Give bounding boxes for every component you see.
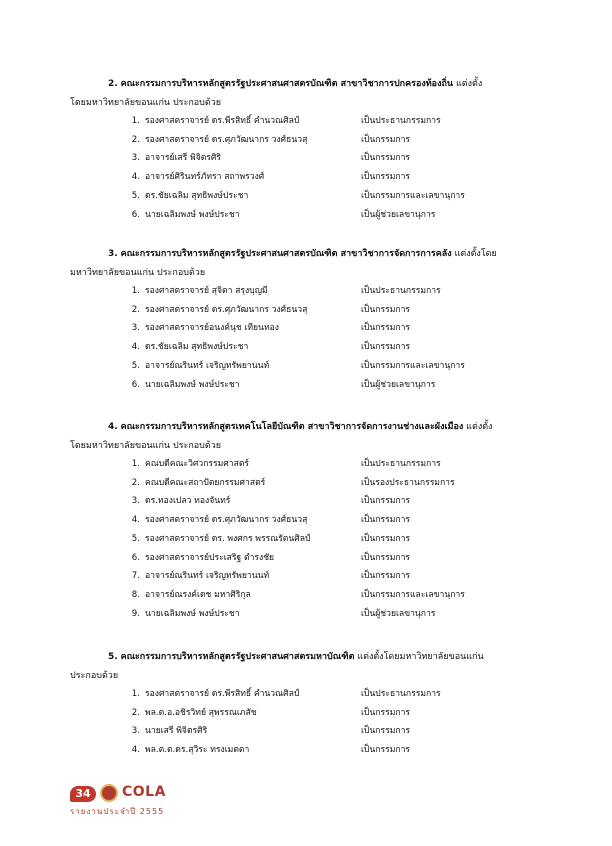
member-name: อาจารย์ณรินทร์ เจริญทรัพยานนท์ (145, 571, 270, 582)
member-number: 4. (131, 515, 140, 526)
member-number: 6. (131, 209, 140, 220)
member-name: รองศาสตราจารย์ สุจิตา สรุงบุญมี (145, 286, 268, 296)
member-number: 7. (131, 571, 140, 582)
member-role: เป็นประธานกรรมการ (361, 689, 441, 699)
member-name: ดร.ชัยเฉลิม สุทธิพงษ์ประชา (145, 190, 249, 201)
member-name: รองศาสตราจารย์ ดร.ศุภวัฒนากร วงศ์ธนวสุ (145, 304, 308, 315)
section-number: 5. (108, 652, 118, 662)
member-role: เป็นกรรมการ (361, 745, 411, 756)
member-role: เป็นกรรมการ (361, 304, 411, 315)
section-title: คณะกรรมการบริหารหลักสูตรรัฐประศาสนศาสตรบัณฑิต สาขาวิชาการปกครองท้องถิ่น (120, 79, 454, 89)
member-role: เป็นกรรมการและเลขานุการ (361, 360, 465, 371)
section-number: 4. (108, 422, 118, 432)
member-number: 5. (131, 360, 140, 371)
member-role: เป็นกรรมการ (361, 496, 411, 507)
member-number: 1. (131, 116, 140, 126)
member-number: 6. (131, 379, 140, 390)
member-role: เป็นกรรมการ (361, 552, 411, 563)
member-number: 2. (131, 134, 140, 145)
member-number: 8. (131, 589, 140, 600)
section-composition-text: มหาวิทยาลัยขอนแก่น ประกอบด้วย (70, 268, 206, 278)
section-heading (70, 648, 544, 686)
member-name: นายเสรี พิจิตรศิริ (145, 726, 208, 737)
member-role: เป็นประธานกรรมการ (361, 116, 441, 126)
member-name: รองศาสตราจารย์ ดร.พีรสิทธิ์ คำนวณศิลป์ (145, 689, 300, 699)
member-role: เป็นกรรมการ (361, 707, 411, 718)
member-role: เป็นกรรมการ (361, 515, 411, 526)
member-number: 2. (131, 304, 140, 315)
member-number: 3. (131, 726, 140, 737)
university-seal-icon (100, 784, 118, 802)
member-name: พล.ต.อ.อชิรวิทย์ สุพรรณเภสัช (145, 707, 257, 718)
member-role: เป็นกรรมการ (361, 153, 411, 164)
section-appointment-text: แต่งตั้ง (466, 422, 493, 432)
member-name: อาจารย์ศิรินทร์ภัทรา สถาพรวงศ์ (145, 172, 265, 183)
section-appointment-text: แต่งตั้ง (455, 79, 483, 89)
section-composition-text: โดยมหาวิทยาลัยขอนแก่น ประกอบด้วย (70, 98, 222, 108)
annual-report-label: รายงานประจำปี 2555 (70, 807, 165, 816)
member-role: เป็นกรรมการ (361, 172, 411, 183)
section-composition-text: โดยมหาวิทยาลัยขอนแก่น ประกอบด้วย (70, 441, 222, 451)
member-number: 5. (131, 190, 140, 201)
member-number: 2. (131, 477, 140, 488)
member-number: 4. (131, 172, 140, 183)
member-number: 3. (131, 153, 140, 164)
member-role: เป็นประธานกรรมการ (361, 286, 441, 296)
member-name: รองศาสตราจารย์อนงค์นุช เทียนทอง (145, 323, 279, 334)
member-number: 2. (131, 707, 140, 718)
section-title: คณะกรรมการบริหารหลักสูตรรัฐประศาสนศาสตรมหาบัณฑิต (120, 652, 355, 662)
page-footer (70, 780, 230, 816)
member-role: เป็นกรรมการ (361, 533, 411, 544)
member-name: รองศาสตราจารย์ ดร.พีรสิทธิ์ คำนวณศิลป์ (145, 116, 300, 126)
section-composition-text: ประกอบด้วย (70, 671, 119, 681)
member-number: 5. (131, 533, 140, 544)
section-heading (70, 75, 544, 113)
page-number: 34 (70, 786, 96, 802)
member-name: พล.ต.ต.ดร.สุวิระ ทรงเมตตา (145, 745, 250, 756)
member-name: รองศาสตราจารย์ ดร.ศุภวัฒนากร วงศ์ธนวสุ (145, 134, 308, 145)
member-role: เป็นประธานกรรมการ (361, 459, 441, 469)
section-title: คณะกรรมการบริหารหลักสูตรเทคโนโลยีบัณฑิต สาขาวิชาการจัดการงานช่างและผังเมือง (120, 422, 464, 432)
cola-logo: COLA (122, 784, 166, 800)
member-role: เป็นกรรมการ (361, 323, 411, 334)
member-name: นายเฉลิมพงษ์ พงษ์ประชา (145, 608, 240, 619)
member-role: เป็นกรรมการ (361, 342, 411, 353)
member-name: รองศาสตราจารย์ ดร.ศุภวัฒนากร วงศ์ธนวสุ (145, 515, 308, 526)
member-number: 6. (131, 552, 140, 563)
member-name: อาจารย์เสรี พิจิตรศิริ (145, 153, 221, 164)
member-role: เป็นผู้ช่วยเลขานุการ (361, 209, 436, 220)
member-name: รองศาสตราจารย์ ดร. พงศกร พรรณรัตนศิลป์ (145, 533, 311, 544)
member-name: คณบดีคณะวิศวกรรมศาสตร์ (145, 459, 250, 469)
member-name: คณบดีคณะสถาปัตยกรรมศาสตร์ (145, 477, 266, 488)
member-number: 3. (131, 496, 140, 507)
member-number: 1. (131, 459, 140, 469)
member-role: เป็นกรรมการ (361, 571, 411, 582)
member-role: เป็นกรรมการและเลขานุการ (361, 589, 465, 600)
section-number: 2. (108, 79, 118, 89)
member-number: 1. (131, 689, 140, 699)
member-role: เป็นกรรมการ (361, 726, 411, 737)
section-heading (70, 418, 544, 456)
member-role: เป็นผู้ช่วยเลขานุการ (361, 379, 436, 390)
member-name: รองศาสตราจารย์ประเสริฐ ตำรงชัย (145, 552, 275, 563)
member-name: นายเฉลิมพงษ์ พงษ์ประชา (145, 209, 240, 220)
member-name: อาจารย์ณรินทร์ เจริญทรัพยานนท์ (145, 360, 270, 371)
member-name: อาจารย์ณรงค์เดช มหาศิริกุล (145, 589, 251, 600)
member-role: เป็นรองประธานกรรมการ (361, 477, 455, 488)
member-name: ดร.ชัยเฉลิม สุทธิพงษ์ประชา (145, 342, 249, 353)
member-number: 4. (131, 745, 140, 756)
section-appointment-text: แต่งตั้งโดยมหาวิทยาลัยขอนแก่น (357, 652, 484, 662)
member-name: นายเฉลิมพงษ์ พงษ์ประชา (145, 379, 240, 390)
member-number: 9. (131, 608, 140, 619)
member-name: ดร.ทองเปลว ทองจันทร์ (145, 496, 231, 507)
member-number: 3. (131, 323, 140, 334)
member-role: เป็นกรรมการ (361, 134, 411, 145)
member-role: เป็นผู้ช่วยเลขานุการ (361, 608, 436, 619)
member-role: เป็นกรรมการและเลขานุการ (361, 190, 465, 201)
member-number: 1. (131, 286, 140, 296)
section-appointment-text: แต่งตั้งโดย (454, 249, 497, 259)
member-number: 4. (131, 342, 140, 353)
section-title: คณะกรรมการบริหารหลักสูตรรัฐประศาสนศาสตรบัณฑิต สาขาวิชาการจัดการการคลัง (120, 249, 452, 259)
section-heading (70, 245, 544, 283)
section-number: 3. (108, 249, 118, 259)
